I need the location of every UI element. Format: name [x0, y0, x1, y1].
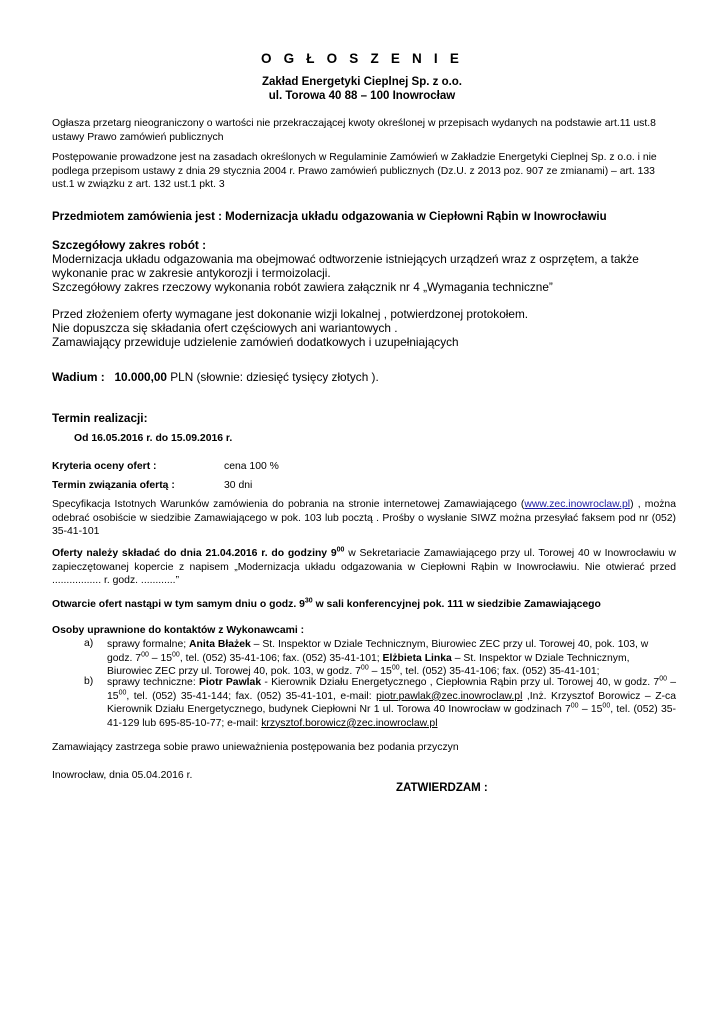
siwz-paragraph — [52, 498, 676, 539]
contact-a-part5: – St. Inspektor w Dziale Technicznym, Biurowiec ZEC przy ul. Torowej 40, pok. 103, w godz. 7 — [107, 652, 630, 678]
contact-a-sup1: 00 — [141, 651, 149, 659]
otwarcie-line — [52, 598, 692, 612]
contact-a-name1: Anita Błażek — [189, 639, 251, 650]
approve-label: ZATWIERDZAM : — [396, 782, 488, 794]
scope-section — [52, 238, 682, 294]
otwarcie-before: Otwarcie ofert nastąpi w tym samym dniu o godz. 9 — [52, 599, 305, 610]
intro-paragraph-1: Ogłasza przetarg nieograniczony o wartości nie przekraczającej kwoty określonej w przepisach wydanych na podstawie art.11 ust.8 ustawy Prawo zamówień publicznych — [52, 118, 656, 143]
contact-a-part1: sprawy formalne; — [107, 639, 189, 650]
kryteria-label: Kryteria oceny ofert : — [52, 461, 157, 472]
contact-a-part6: – 15 — [368, 666, 392, 678]
contact-a-sup3: 00 — [360, 664, 369, 672]
otwarcie-sup: 30 — [304, 597, 313, 605]
wadium-rest: PLN (słownie: dziesięć tysięcy złotych ). — [166, 370, 379, 384]
scope-line-1: Modernizacja układu odgazowania ma obejmować odtworzenie istniejących urządzeń wraz z osprzętem, a także wykonanie prac w zakresie antykorozji i termoizolacji. — [52, 252, 639, 280]
termin-heading: Termin realizacji: — [52, 411, 148, 425]
conditions-line-2: Nie dopuszcza się składania ofert częściowych ani wariantowych . — [52, 321, 398, 335]
kryteria-value: cena 100 % — [224, 461, 279, 472]
contact-b-part5: ,Inż. Krzysztof Borowicz – Z-ca Kierownik Działu Energetycznego, budynek Ciepłowni Nr 1 ul. Torowa 40 Inowrocław w godzinach 7 — [107, 690, 676, 716]
email-link-pawlak[interactable]: piotr.pawlak@zec.inowroclaw.pl — [376, 690, 523, 702]
conditions-line-1: Przed złożeniem oferty wymagane jest dokonanie wizji lokalnej , potwierdzonej protokołem. — [52, 307, 529, 321]
contact-a-label: a) — [84, 638, 94, 649]
reservation-line: Zamawiający zastrzega sobie prawo unieważnienia postępowania bez podania przyczyn — [52, 742, 459, 753]
intro-paragraph-2: Postępowanie prowadzone jest na zasadach określonych w Regulaminie Zamówień w Zakładzie Energetyki Cieplnej Sp. z o.o. i nie podlega przepisom ustawy z dnia 29 stycznia 2004 r. Prawo zamówień publicznych (Dz.U. z 2013 poz. 907 ze zmianami) – art. 133 ust.1 w związku z art. 132 ust.1 pkt. 3 — [52, 152, 657, 191]
zwiazania-value: 30 dni — [224, 480, 253, 491]
conditions-section — [52, 307, 682, 349]
website-link[interactable]: www.zec.inowroclaw.pl — [524, 499, 631, 510]
contact-b-name1: Piotr Pawlak — [198, 677, 262, 688]
contact-a-part3: – 15 — [148, 652, 173, 664]
siwz-text-after: ) , można odebrać osobiście w siedzibie Zamawiającego w pok. 103 lub pocztą . Prośby o wysłanie SIWZ można przesyłać faksem pod nr (052) 35-41-101 — [52, 499, 676, 538]
contact-b-text — [107, 676, 676, 730]
siwz-text-before: Specyfikacja Istotnych Warunków zamówienia do pobrania na stronie internetowej Zamawiającego ( — [52, 499, 525, 510]
contact-b-part1: sprawy techniczne: — [107, 677, 199, 688]
otwarcie-after: w sali konferencyjnej pok. 111 w siedzibie Zamawiającego — [312, 599, 601, 610]
contact-b-part3: – 15 — [107, 677, 677, 702]
contact-a-text — [107, 638, 676, 679]
contact-b-sup1: 00 — [659, 675, 667, 683]
zwiazania-label: Termin związania ofertą : — [52, 480, 175, 491]
email-link-borowicz[interactable]: krzysztof.borowicz@zec.inowroclaw.pl — [261, 717, 438, 729]
contact-b-part2: - Kierownik Działu Energetycznego , Ciepłownia Rąbin przy ul. Torowej 40, w godz. 7 — [261, 677, 660, 688]
scope-line-2: Szczegółowy zakres rzeczowy wykonania robót zawiera załącznik nr 4 „Wymagania techniczne” — [52, 280, 553, 294]
contact-b-part6: – 15 — [578, 704, 603, 716]
contact-a-part4: , tel. (052) 35-41-106; fax. (052) 35-41-101; — [179, 652, 383, 664]
contact-b-sup3: 00 — [570, 702, 579, 710]
wadium-line — [52, 370, 682, 384]
oferty-deadline: Oferty należy składać do dnia 21.04.2016 r. do godziny 9 — [52, 548, 337, 559]
oferty-time-sup: 00 — [336, 546, 345, 554]
contact-a-part7: , tel. (052) 35-41-106; fax. (052) 35-41-101; — [399, 666, 600, 678]
company-name: Zakład Energetyki Cieplnej Sp. z o.o. — [261, 76, 463, 88]
contact-a-name2: Elżbieta Linka — [382, 652, 452, 664]
subject-heading: Przedmiotem zamówienia jest : Modernizacja układu odgazowania w Ciepłowni Rąbin w Inowrocławiu — [52, 211, 607, 223]
contact-b-label: b) — [84, 676, 94, 687]
oferty-rest: w Sekretariacie Zamawiającego przy ul. Torowej 40 w Inowrocławiu w zapieczętowanej kopercie z napisem „Modernizacja układu odgazowania w Ciepłowni Rąbin w Inowrocławiu. Nie otwierać przed ................. r. godz. ............” — [52, 548, 676, 587]
oferty-paragraph — [52, 547, 676, 588]
contact-b-sup2: 00 — [118, 689, 127, 697]
contact-a-part2: – St. Inspektor w Dziale Technicznym, Biurowiec ZEC przy ul. Torowej 40, pok. 103, w godz. 7 — [107, 639, 649, 664]
company-header — [0, 75, 724, 103]
company-address: ul. Torowa 40 88 – 100 Inowrocław — [268, 90, 456, 102]
conditions-line-3: Zamawiający przewiduje udzielenie zamówień dodatkowych i uzupełniających — [52, 335, 459, 349]
place-date-line: Inowrocław, dnia 05.04.2016 r. — [52, 770, 193, 781]
contact-b-sup4: 00 — [602, 702, 611, 710]
wadium-label: Wadium : — [52, 370, 105, 384]
contact-b-part7: , tel. (052) 35-41-129 lub 695-85-10-77; e-mail: — [107, 704, 677, 729]
contact-b-part4: , tel. (052) 35-41-144; fax. (052) 35-41-101, e-mail: — [126, 690, 377, 702]
termin-dates: Od 16.05.2016 r. do 15.09.2016 r. — [74, 433, 233, 444]
document-title: O G Ł O S Z E N I E — [260, 51, 464, 66]
contact-a-sup4: 00 — [391, 664, 400, 672]
scope-heading: Szczegółowy zakres robót : — [52, 238, 207, 252]
contact-a-sup2: 00 — [172, 651, 180, 659]
wadium-amount: 10.000,00 — [114, 370, 167, 384]
contacts-heading: Osoby uprawnione do kontaktów z Wykonawcami : — [52, 625, 305, 636]
